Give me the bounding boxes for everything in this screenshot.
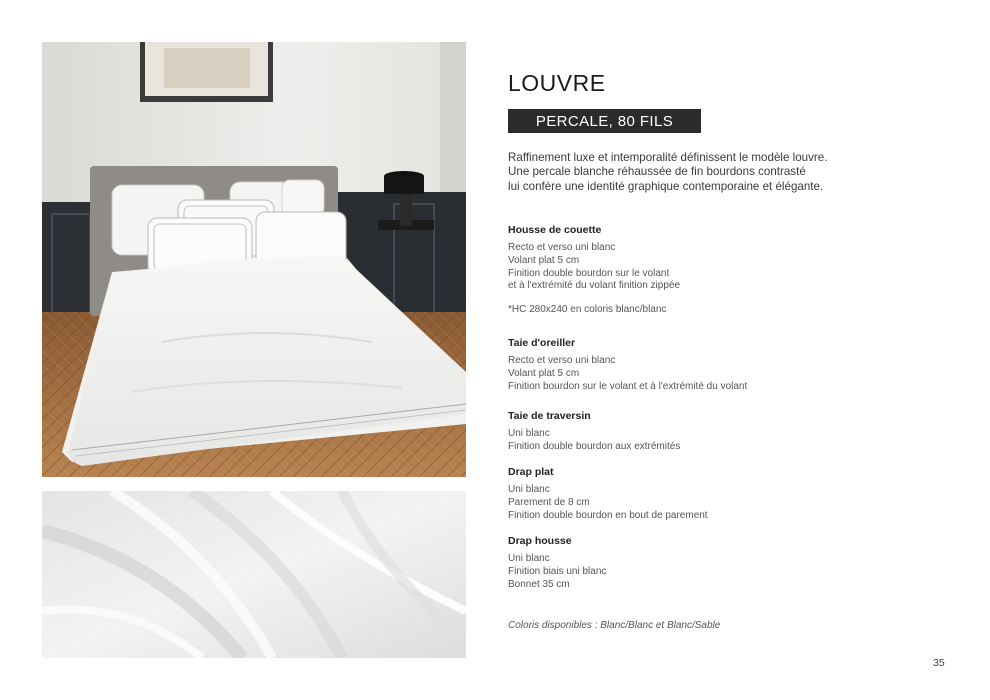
section-heading: Taie d'oreiller xyxy=(508,337,576,349)
spec-line: Volant plat 5 cm xyxy=(508,367,580,379)
spec-line: et à l'extrémité du volant finition zippée xyxy=(508,280,681,292)
section-heading: Drap housse xyxy=(508,535,572,547)
spec-line: Uni blanc xyxy=(508,553,550,564)
section-taie-de-traversin xyxy=(508,410,888,454)
spec-line: Uni blanc xyxy=(508,428,550,439)
section-drap-plat xyxy=(508,466,888,522)
section-heading: Housse de couette xyxy=(508,224,602,236)
spec-line: Finition double bourdon aux extrémités xyxy=(508,440,681,452)
spec-line: Bonnet 35 cm xyxy=(508,578,570,590)
spec-note: *HC 280x240 en coloris blanc/blanc xyxy=(508,304,667,316)
product-subtitle: PERCALE, 80 FILS xyxy=(535,112,674,130)
product-subtitle-bar xyxy=(508,109,701,133)
section-taie-d-oreiller xyxy=(508,337,888,393)
spec-line: Volant plat 5 cm xyxy=(508,254,580,266)
spec-line: Recto et verso uni blanc xyxy=(508,355,616,366)
fabric-detail-illustration xyxy=(42,491,466,658)
spec-line: Finition double bourdon en bout de parement xyxy=(508,509,708,521)
section-heading: Taie de traversin xyxy=(508,410,591,422)
bedroom-illustration xyxy=(42,42,466,477)
section-drap-housse xyxy=(508,535,888,591)
section-heading: Drap plat xyxy=(508,466,554,478)
spec-line: Uni blanc xyxy=(508,484,550,495)
intro-line: Une percale blanche réhaussée de fin bourdons contrasté xyxy=(508,165,806,179)
spec-line: Parement de 8 cm xyxy=(508,496,590,508)
spec-line: Recto et verso uni blanc xyxy=(508,242,616,253)
bedroom-photo xyxy=(42,42,466,477)
spec-line: Finition double bourdon sur le volant xyxy=(508,267,670,279)
fabric-detail-photo xyxy=(42,491,466,658)
section-housse-de-couette xyxy=(508,224,888,317)
product-intro xyxy=(508,151,868,194)
intro-line: lui confère une identité graphique contemporaine et élégante. xyxy=(508,179,824,193)
available-colors: Coloris disponibles : Blanc/Blanc et Blanc/Sable xyxy=(508,620,721,631)
page-number: 35 xyxy=(933,657,945,669)
product-title: LOUVRE xyxy=(508,70,606,96)
spec-line: Finition bourdon sur le volant et à l'extrémité du volant xyxy=(508,380,748,392)
spec-line: Finition biais uni blanc xyxy=(508,565,607,577)
intro-line: Raffinement luxe et intemporalité définissent le modèle louvre. xyxy=(508,151,828,164)
